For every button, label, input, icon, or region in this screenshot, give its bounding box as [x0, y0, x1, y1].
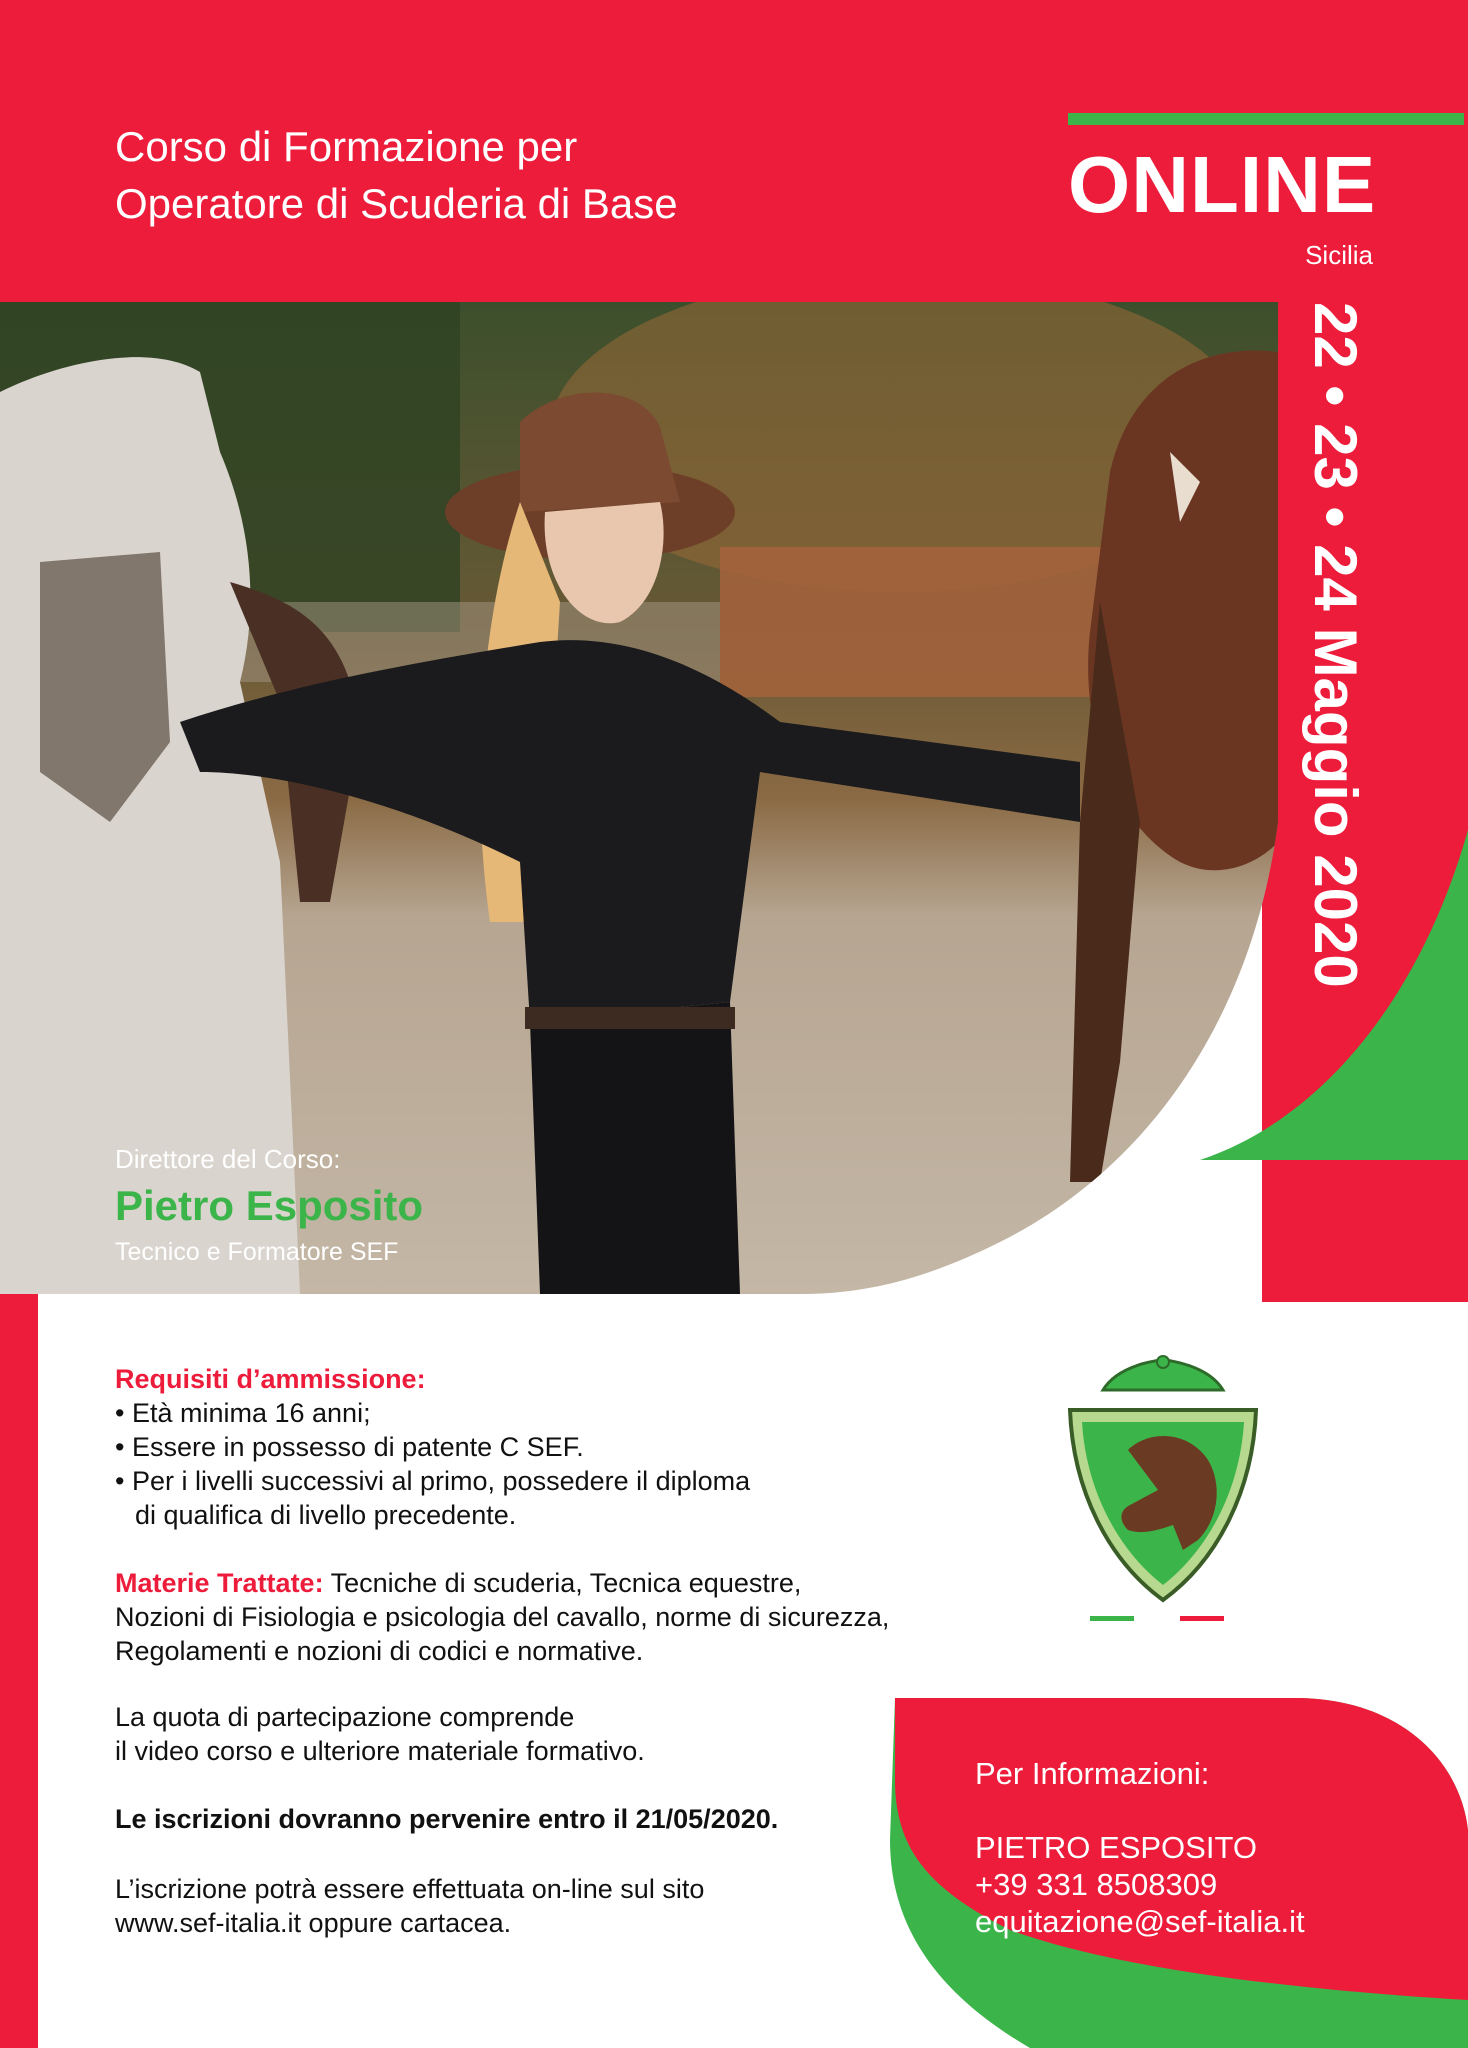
director-label: Direttore del Corso: [115, 1144, 341, 1174]
deadline-text: Le iscrizioni dovranno pervenire entro il 21/05/2020. [115, 1804, 779, 1834]
requirements-section [115, 1362, 935, 1532]
fee-line1: La quota di partecipazione comprende [115, 1702, 575, 1732]
requirements-heading: Requisiti d’ammissione: [115, 1364, 426, 1394]
left-red-strip [0, 1294, 38, 2048]
requirement-item: • Età minima 16 anni; [115, 1398, 371, 1428]
flag-green-bar [1090, 1616, 1134, 1621]
online-label: ONLINE [1068, 140, 1377, 229]
registration-line2: www.sef-italia.it oppure cartacea. [115, 1908, 512, 1938]
course-title [115, 118, 678, 232]
course-dates-text: 22 • 23 • 24 Maggio 2020 [1302, 302, 1369, 988]
requirement-item: • Per i livelli successivi al primo, possedere il diploma [115, 1466, 751, 1496]
contact-name: PIETRO ESPOSITO [975, 1830, 1257, 1865]
fee-section [115, 1700, 915, 1768]
requirement-item: • Essere in possesso di patente C SEF. [115, 1432, 584, 1462]
registration-line1: L’iscrizione potrà essere effettuata on-line sul sito [115, 1874, 705, 1904]
topics-line3: Regolamenti e nozioni di codici e normative. [115, 1636, 644, 1666]
topics-line1: Tecniche di scuderia, Tecnica equestre, [323, 1568, 802, 1598]
topics-line2: Nozioni di Fisiologia e psicologia del cavallo, norme di sicurezza, [115, 1602, 890, 1632]
region-label: Sicilia [1305, 240, 1373, 270]
green-accent-line [1068, 113, 1464, 125]
director-role: Tecnico e Formatore SEF [115, 1238, 399, 1266]
topics-heading: Materie Trattate: [115, 1568, 324, 1598]
contact-title: Per Informazioni: [975, 1756, 1210, 1791]
topics-section [115, 1566, 1035, 1668]
course-title-line1: Corso di Formazione per [115, 123, 578, 170]
contact-block [975, 1755, 1305, 1940]
contact-phone[interactable]: +39 331 8508309 [975, 1867, 1218, 1902]
horse-head-shield-icon [1058, 1350, 1268, 1610]
course-title-line2: Operatore di Scuderia di Base [115, 180, 678, 227]
contact-email[interactable]: equitazione@sef-italia.it [975, 1904, 1305, 1939]
flag-red-bar [1180, 1616, 1224, 1621]
requirement-item: di qualifica di livello precedente. [135, 1500, 517, 1530]
registration-section [115, 1872, 915, 1940]
director-name: Pietro Esposito [115, 1182, 424, 1229]
fee-line2: il video corso e ulteriore materiale formativo. [115, 1736, 645, 1766]
